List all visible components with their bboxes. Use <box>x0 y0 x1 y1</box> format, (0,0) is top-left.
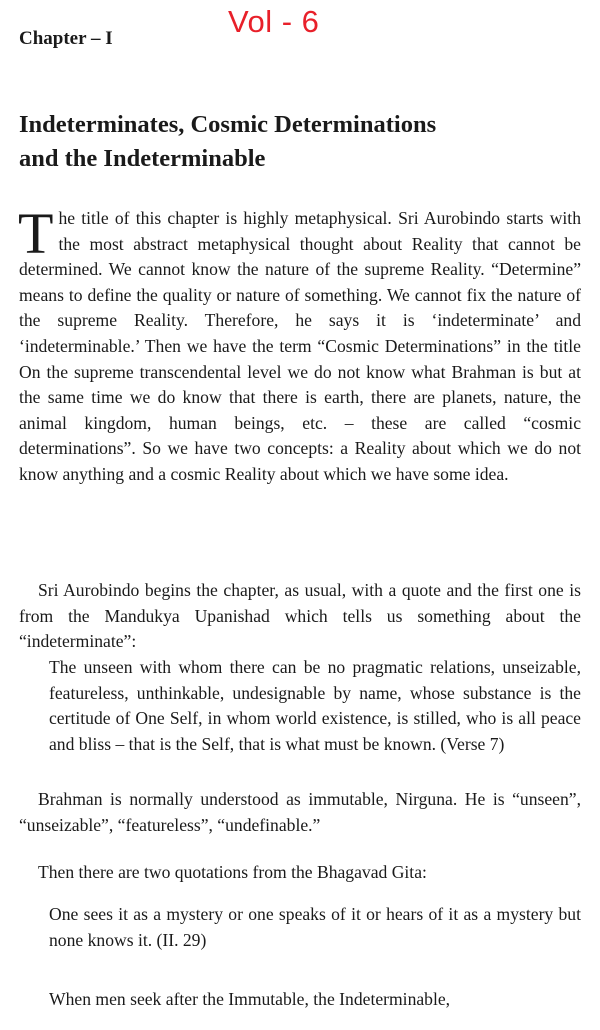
block-quote-gita-2: When men seek after the Immutable, the Indeterminable, <box>49 989 451 1009</box>
chapter-label: Chapter – I <box>19 28 113 49</box>
block-quote-mandukya: The unseen with whom there can be no pragmatic relations, unseizable, featureless, unthinkable, undesignable by name, whose substance is the certitude of One Self, in whom world existence, is stilled, who is all peace and bliss – that is the Self, that is what must be known. (Verse 7) <box>49 657 581 754</box>
chapter-title <box>19 108 589 176</box>
paragraph-gita-intro: Then there are two quotations from the Bhagavad Gita: <box>38 862 427 882</box>
volume-stamp: Vol - 6 <box>228 4 320 39</box>
drop-cap: T <box>18 201 54 266</box>
paragraph-intro-text: he title of this chapter is highly metaphysical. Sri Aurobindo starts with the most abstract metaphysical thought about Reality that cannot be determined. We cannot know the nature of the supreme Reality. “Determine” means to define the quality or nature of something. We cannot fix the nature of the supreme Reality. Therefore, he says it is ‘indeterminate’ and ‘indeterminable.’ Then we have the term “Cosmic Determinations” in the title On the supreme transcendental level we do not know what Brahman is but at the same time we do know that there is earth, there are planets, nature, the animal kingdom, human beings, etc. – these are called “cosmic determinations”. So we have two concepts: a Reality about which we do not know anything and a cosmic Reality about which we have some idea. <box>19 208 581 484</box>
chapter-title-line-1: Indeterminates, Cosmic Determinations <box>19 111 437 138</box>
paragraph-brahman: Brahman is normally understood as immutable, Nirguna. He is “unseen”, “unseizable”, “featureless”, “undefinable.” <box>19 789 581 835</box>
paragraph-intro <box>18 201 581 488</box>
block-quote-gita-1: One sees it as a mystery or one speaks of it or hears of it as a mystery but none knows it. (II. 29) <box>49 904 581 950</box>
paragraph-upanishad-intro: Sri Aurobindo begins the chapter, as usual, with a quote and the first one is from the Mandukya Upanishad which tells us something about the “indeterminate”: <box>19 580 581 652</box>
chapter-title-line-2: and the Indeterminable <box>19 145 266 172</box>
